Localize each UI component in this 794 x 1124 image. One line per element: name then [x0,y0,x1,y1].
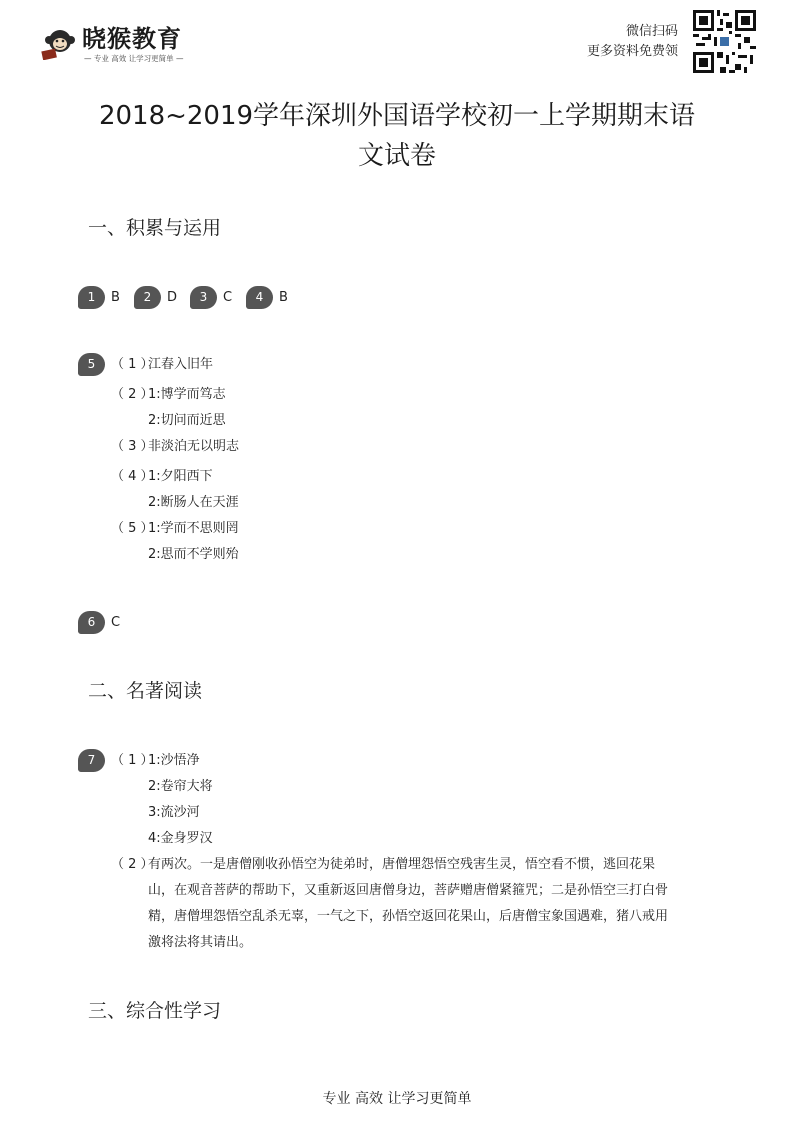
answer-line: 2:断肠人在天涯 [148,495,239,510]
question-badge: 2 [134,286,161,309]
answer-line: 非淡泊无以明志 [148,439,240,454]
answer-text: D [167,290,178,305]
sub-question-label: （ 4 ） [111,469,154,484]
brand-name: 晓猴教育 [82,25,182,53]
page-footer: 专业 高效 让学习更简单 [322,1091,472,1107]
question-badge: 7 [78,749,105,772]
answer-text: B [111,290,120,305]
sub-question-label: （ 5 ） [111,521,154,536]
question-badge: 5 [78,353,105,376]
qr-code-icon [693,10,756,73]
answer-line: 2:切问而近思 [148,413,226,428]
section-heading-3: 三、综合性学习 [88,1000,222,1022]
answer-text: C [223,290,233,305]
section-heading-1: 一、积累与运用 [88,217,222,239]
monkey-logo-icon [40,26,78,60]
answer-paragraph: 有两次。一是唐僧刚收孙悟空为徒弟时，唐僧埋怨悟空残害生灵，悟空看不惯，逃回花果山，在观音菩萨的帮助下，又重新返回唐僧身边，菩萨赠唐僧紧箍咒；二是孙悟空三打白骨精，唐僧埋怨悟空乱杀无辜，一气之下，孙悟空返回花果山，后唐僧宝象国遇难，猪八戒用激将法将其请出。 [148,857,669,950]
answer-line: 1:学而不思则罔 [148,521,239,536]
answer-line: 1:夕阳西下 [148,469,213,484]
sub-question-label: （ 1 ） [111,753,154,768]
section-heading-2: 二、名著阅读 [88,680,203,702]
brand-slogan: — 专业 高效 让学习更简单 — [84,54,184,63]
title-line-1: 2018~2019学年深圳外国语学校初一上学期期末语 [98,101,696,131]
answer-line: 3:流沙河 [148,805,200,820]
question-badge: 6 [78,611,105,634]
sub-question-label: （ 3 ） [111,439,154,454]
answer-text: C [111,615,121,630]
answer-text: B [279,290,288,305]
answer-line: 4:金身罗汉 [148,831,213,846]
answer-line: 2:卷帘大将 [148,779,213,794]
answer-line: 1:沙悟净 [148,753,200,768]
answer-line: 江春入旧年 [148,357,214,372]
title-line-2: 文试卷 [357,141,436,171]
scan-hint-line1: 微信扫码 [625,24,678,39]
scan-hint-line2: 更多资料免费领 [586,44,678,59]
sub-question-label: （ 2 ） [111,857,154,872]
brand-logo [40,22,200,64]
answer-line: 2:思而不学则殆 [148,547,239,562]
question-badge: 1 [78,286,105,309]
document-title [60,96,734,176]
answer-line: 1:博学而笃志 [148,387,226,402]
sub-question-label: （ 1 ） [111,357,154,372]
sub-question-label: （ 2 ） [111,387,154,402]
question-badge: 4 [246,286,273,309]
question-badge: 3 [190,286,217,309]
